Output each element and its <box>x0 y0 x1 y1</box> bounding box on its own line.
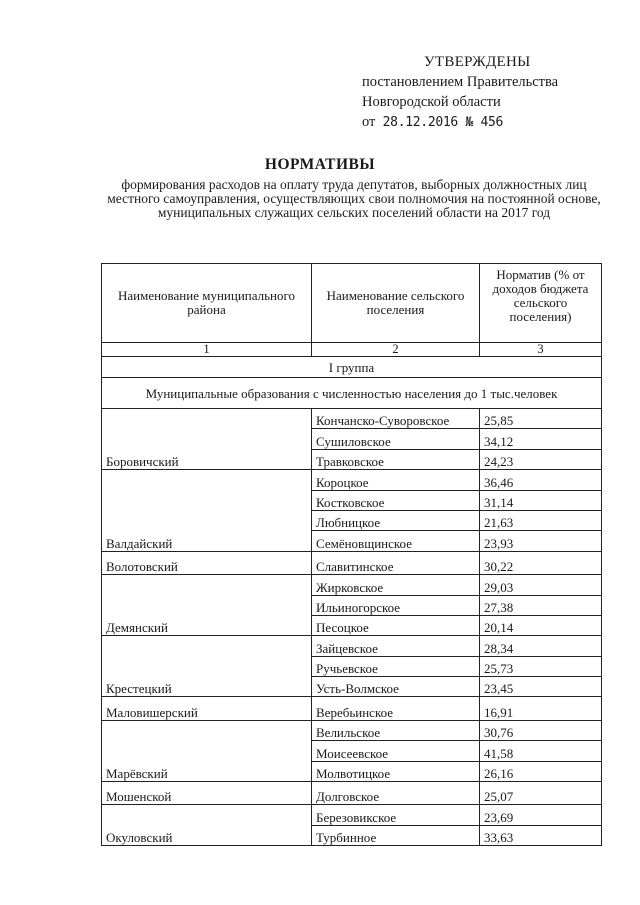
header-norm: Норматив (% от доходов бюджета сельского поселения) <box>480 264 602 343</box>
settlement-name: Веребьинское <box>312 697 480 720</box>
norm-value: 28,34 <box>480 636 602 656</box>
settlement-name: Короцкое <box>312 470 480 490</box>
norm-value: 36,46 <box>480 470 602 490</box>
district-name: Демянский <box>102 575 312 636</box>
norms-table <box>101 263 602 846</box>
norm-value: 34,12 <box>480 429 602 449</box>
approval-date-prefix: от <box>362 114 376 130</box>
approval-date-value: 28.12.2016 № 456 <box>382 115 504 130</box>
settlement-name: Усть-Волмское <box>312 677 480 697</box>
settlement-name: Семёновщинское <box>312 531 480 551</box>
column-number: 2 <box>312 343 480 357</box>
table-row <box>102 551 602 574</box>
settlement-name: Моисеевское <box>312 741 480 761</box>
table-row <box>102 470 602 490</box>
group-title: I группа <box>102 357 602 378</box>
settlement-name: Кончанско-Суворовское <box>312 409 480 429</box>
document-subtitle: формирования расходов на оплату труда депутатов, выборных должностных лиц местного самоуправления, осуществляющих свои полномочия на постоянной основе, муниципальных служащих сельских поселений области на 2017 год <box>107 177 601 220</box>
table-row <box>102 720 602 740</box>
norm-value: 25,07 <box>480 782 602 805</box>
header-settlement: Наименование сельского поселения <box>312 264 480 343</box>
table-row <box>102 575 602 595</box>
norm-value: 31,14 <box>480 490 602 510</box>
norm-value: 16,91 <box>480 697 602 720</box>
settlement-name: Славитинское <box>312 551 480 574</box>
district-name: Валдайский <box>102 470 312 552</box>
district-name: Маловишерский <box>102 697 312 720</box>
group-note-row <box>102 378 602 409</box>
norm-value: 29,03 <box>480 575 602 595</box>
header-district: Наименование муниципального района <box>102 264 312 343</box>
table-row <box>102 805 602 825</box>
norm-value: 23,45 <box>480 677 602 697</box>
table-row <box>102 697 602 720</box>
settlement-name: Костковское <box>312 490 480 510</box>
norm-value: 23,93 <box>480 531 602 551</box>
settlement-name: Травковское <box>312 449 480 469</box>
column-number: 1 <box>102 343 312 357</box>
norm-value: 25,85 <box>480 409 602 429</box>
group-row <box>102 357 602 378</box>
approval-title: УТВЕРЖДЕНЫ <box>424 54 531 70</box>
settlement-name: Любницкое <box>312 510 480 530</box>
group-note: Муниципальные образования с численностью населения до 1 тыс.человек <box>102 378 602 409</box>
district-name: Мошенской <box>102 782 312 805</box>
district-name: Окуловский <box>102 805 312 846</box>
norm-value: 33,63 <box>480 825 602 845</box>
district-name: Крестецкий <box>102 636 312 697</box>
table-row <box>102 782 602 805</box>
norm-value: 30,22 <box>480 551 602 574</box>
norm-value: 25,73 <box>480 656 602 676</box>
norm-value: 30,76 <box>480 720 602 740</box>
settlement-name: Сушиловское <box>312 429 480 449</box>
settlement-name: Зайцевское <box>312 636 480 656</box>
column-number: 3 <box>480 343 602 357</box>
settlement-name: Жирковское <box>312 575 480 595</box>
settlement-name: Турбинное <box>312 825 480 845</box>
settlement-name: Ручьевское <box>312 656 480 676</box>
norm-value: 27,38 <box>480 595 602 615</box>
norm-value: 41,58 <box>480 741 602 761</box>
district-name: Боровичский <box>102 409 312 470</box>
settlement-name: Долговское <box>312 782 480 805</box>
document-title: НОРМАТИВЫ <box>264 156 376 173</box>
settlement-name: Ильиногорское <box>312 595 480 615</box>
column-number-row <box>102 343 602 357</box>
table-header-row <box>102 264 602 343</box>
approval-issuer-line2: Новгородской области <box>362 94 501 110</box>
settlement-name: Песоцкое <box>312 615 480 635</box>
approval-stamp <box>362 52 558 133</box>
norm-value: 26,16 <box>480 761 602 781</box>
table-row <box>102 636 602 656</box>
approval-issuer-line1: постановлением Правительства <box>362 74 559 90</box>
norm-value: 23,69 <box>480 805 602 825</box>
settlement-name: Молвотицкое <box>312 761 480 781</box>
norm-value: 24,23 <box>480 449 602 469</box>
norm-value: 21,63 <box>480 510 602 530</box>
norm-value: 20,14 <box>480 615 602 635</box>
table-row <box>102 409 602 429</box>
district-name: Марёвский <box>102 720 312 781</box>
approval-date-line <box>362 112 558 133</box>
district-name: Волотовский <box>102 551 312 574</box>
settlement-name: Велильское <box>312 720 480 740</box>
settlement-name: Березовикское <box>312 805 480 825</box>
